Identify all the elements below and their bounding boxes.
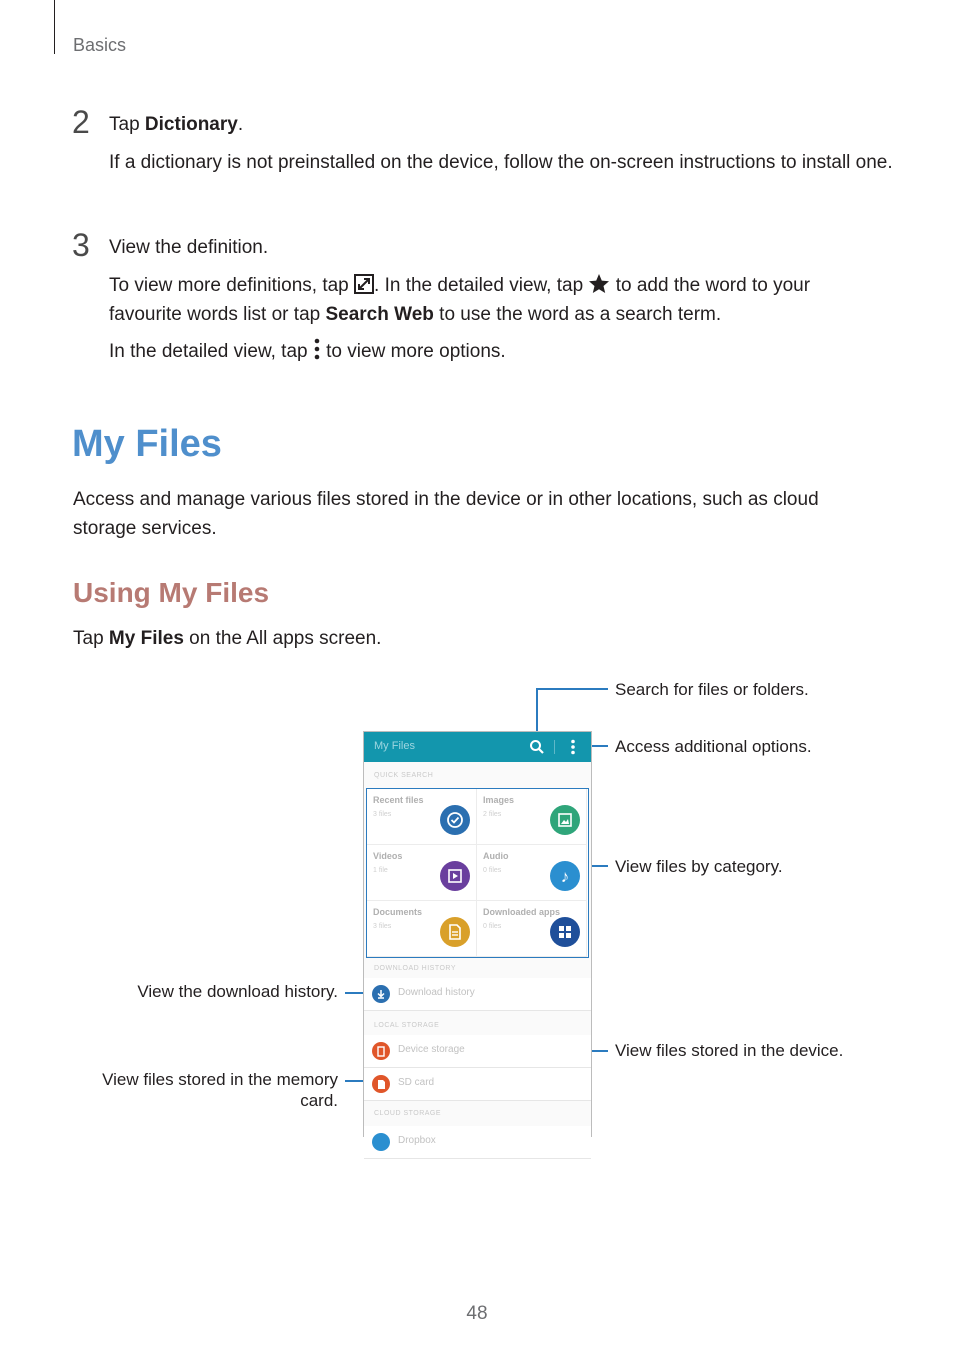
callout-line-memory [345, 1080, 365, 1082]
download-icon [372, 985, 390, 1003]
header-rule [54, 0, 55, 54]
phone-icon [372, 1042, 390, 1060]
category-videos[interactable]: Videos 1 file [367, 845, 477, 901]
step-2-instruction: Tap Dictionary. [109, 114, 244, 135]
my-files-label: My Files [108, 628, 184, 649]
more-options-icon [313, 338, 321, 369]
image-icon [550, 805, 580, 835]
app-bar [364, 732, 591, 762]
callout-category: View files by category. [615, 857, 783, 876]
callout-line-search [536, 688, 608, 690]
category-documents[interactable]: Documents 3 files [367, 901, 477, 957]
dictionary-label: Dictionary [144, 114, 238, 135]
apps-icon [550, 917, 580, 947]
local-storage-heading: LOCAL STORAGE [374, 1022, 440, 1029]
callout-search: Search for files or folders. [615, 680, 809, 699]
callout-download: View the download history. [137, 982, 338, 1001]
callout-memory: View files stored in the memory card. [102, 1070, 338, 1110]
category-images[interactable]: Images 2 files [477, 789, 587, 845]
step-number: 2 [72, 104, 90, 140]
step-3-title: View the definition. [109, 237, 269, 258]
cloud-icon [372, 1133, 390, 1151]
section-intro: Access and manage various files stored in the device or in other locations, such as cloud storage services. [73, 489, 819, 539]
download-history-row[interactable]: Download history [364, 978, 591, 1011]
document-icon [440, 917, 470, 947]
clock-icon [440, 805, 470, 835]
sd-card-row[interactable]: SD card [364, 1068, 591, 1101]
star-icon [588, 273, 610, 303]
step-3-line-2: favourite words list or tap Search Web to use the word as a search term. [109, 304, 722, 325]
video-icon [440, 861, 470, 891]
callout-device: View files stored in the device. [615, 1041, 844, 1060]
quick-search-heading: QUICK SEARCH [374, 772, 434, 779]
music-icon: ♪ [550, 861, 580, 891]
category-recent-files[interactable]: Recent files 3 files [367, 789, 477, 845]
page-number: 48 [466, 1303, 488, 1324]
section-title: My Files [72, 423, 222, 465]
step-number: 3 [72, 227, 90, 263]
callout-options: Access additional options. [615, 737, 812, 756]
callout-line-download [345, 992, 365, 994]
more-options-icon[interactable] [570, 739, 576, 760]
step-3-line-1: To view more definitions, tap . In the detailed view, tap to add the word to your [109, 271, 810, 303]
category-downloaded-apps[interactable]: Downloaded apps 0 files [477, 901, 587, 957]
divider [554, 740, 555, 754]
cloud-storage-heading: CLOUD STORAGE [374, 1110, 442, 1117]
my-files-screenshot [363, 731, 592, 1146]
sd-card-icon [372, 1075, 390, 1093]
subsection-title: Using My Files [73, 577, 270, 608]
cloud-row[interactable]: Dropbox [364, 1126, 591, 1159]
device-storage-row[interactable]: Device storage [364, 1035, 591, 1068]
category-grid [366, 788, 589, 958]
step-3-line-3: In the detailed view, tap to view more options. [109, 337, 506, 369]
category-audio[interactable]: Audio 0 files ♪ [477, 845, 587, 901]
expand-icon [354, 274, 374, 303]
section-header: Basics [73, 35, 127, 55]
search-icon[interactable] [529, 739, 545, 760]
subsection-instruction: Tap My Files on the All apps screen. [73, 628, 382, 649]
search-web-label: Search Web [325, 304, 434, 325]
download-history-heading: DOWNLOAD HISTORY [374, 965, 457, 972]
app-title: My Files [374, 740, 415, 752]
step-2-detail: If a dictionary is not preinstalled on the device, follow the on-screen instructions to install one. [109, 152, 893, 173]
